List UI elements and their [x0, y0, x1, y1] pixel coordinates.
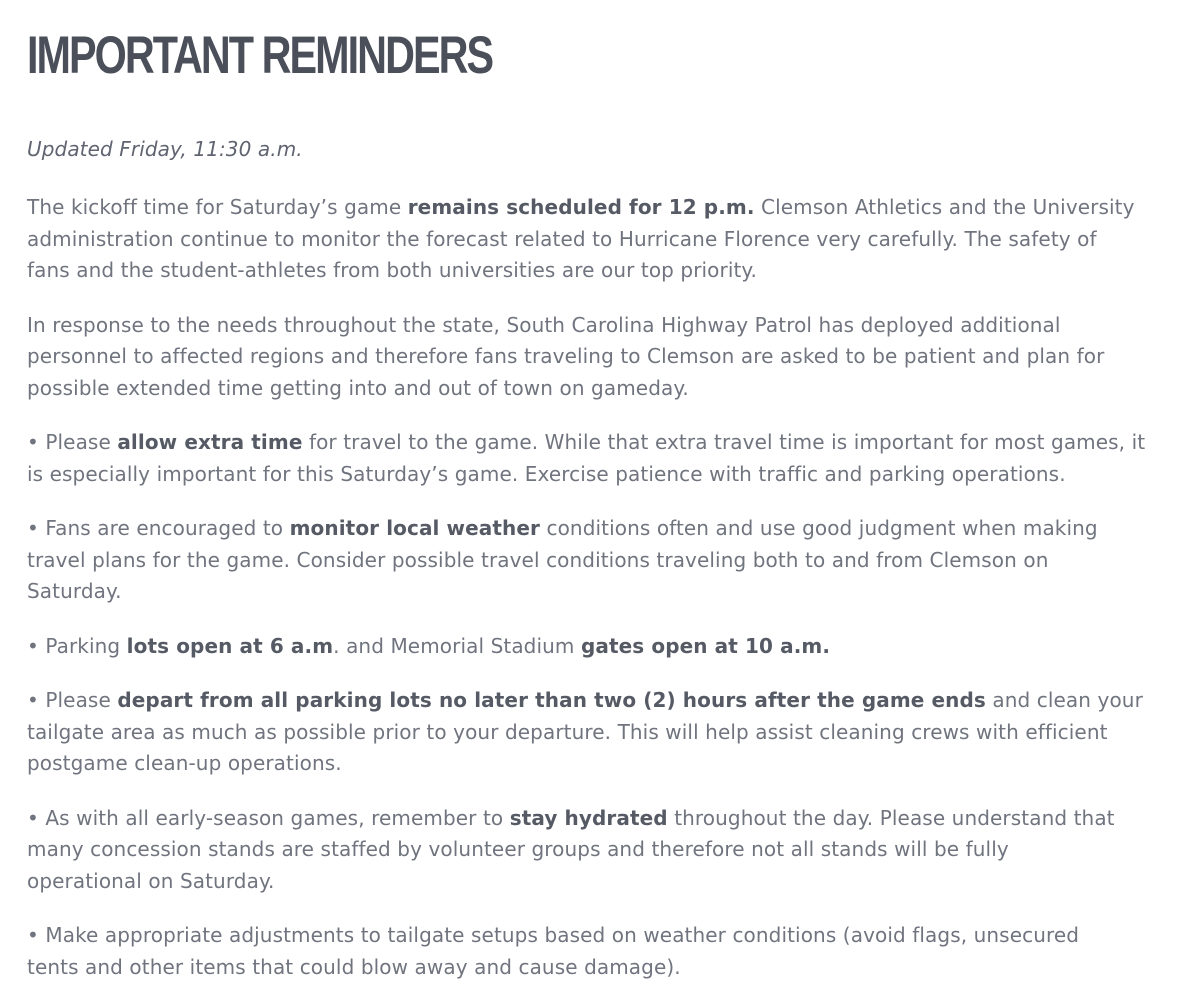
- text-line: [27, 920, 1167, 952]
- emphasis-text: monitor local weather: [289, 516, 541, 540]
- page-title: IMPORTANT REMINDERS: [27, 26, 493, 85]
- body-text: In response to the needs throughout the state, South Carolina Highway Patrol has deployed additional: [27, 312, 1061, 337]
- bullet-monitor-weather: [27, 513, 1167, 608]
- bullet-depart-parking: [27, 685, 1167, 780]
- body-text: tents and other items that could blow away and cause damage).: [27, 954, 681, 979]
- updated-timestamp: Updated Friday, 11:30 a.m.: [27, 137, 303, 161]
- body-text: possible extended time getting into and out of town on gameday.: [27, 375, 689, 400]
- body-text: The kickoff time for Saturday’s game: [27, 195, 408, 219]
- text-line: [27, 717, 1167, 749]
- body-text: • Parking: [27, 633, 127, 658]
- body-text: many concession stands are staffed by volunteer groups and therefore not all stands will be fully: [27, 837, 1009, 861]
- article: [27, 0, 1167, 983]
- body-text: • Please: [27, 430, 118, 454]
- emphasis-text: remains scheduled for 12 p.m.: [407, 195, 755, 219]
- body-text: administration continue to monitor the forecast related to Hurricane Florence very carefully. The safety of: [27, 226, 1097, 251]
- body-text: travel plans for the game. Consider possible travel conditions traveling both to and from Clemson on: [27, 547, 1049, 572]
- bullet-tailgate-adjustments: [27, 920, 1167, 983]
- text-line: [27, 459, 1167, 491]
- text-line: [27, 310, 1167, 342]
- bullet-extra-time: [27, 427, 1167, 490]
- body-text: conditions often and use good judgment when making: [540, 516, 1098, 540]
- text-line: [27, 576, 1167, 608]
- emphasis-text: depart from all parking lots no later than two (2) hours after the game ends: [117, 688, 986, 712]
- emphasis-text: stay hydrated: [509, 805, 668, 830]
- highway-patrol-paragraph: [27, 310, 1167, 405]
- text-line: [27, 373, 1167, 405]
- body-text: and clean your: [985, 688, 1143, 712]
- text-line: [27, 341, 1167, 373]
- body-text: • Fans are encouraged to: [27, 516, 290, 540]
- kickoff-paragraph: [27, 192, 1167, 287]
- body-text: • Make appropriate adjustments to tailgate setups based on weather conditions (avoid flags, unsecured: [27, 923, 1080, 947]
- body-text: Clemson Athletics and the University: [754, 195, 1135, 219]
- emphasis-text: gates open at 10 a.m.: [580, 633, 831, 658]
- body-text: postgame clean-up operations.: [27, 751, 342, 775]
- text-line: [27, 545, 1167, 577]
- text-line: [27, 513, 1167, 545]
- body-text: for travel to the game. While that extra travel time is important for most games, it: [302, 430, 1146, 454]
- text-line: [27, 427, 1167, 459]
- body-text: throughout the day. Please understand that: [667, 805, 1115, 830]
- text-line: [27, 192, 1167, 224]
- text-line: [27, 952, 1167, 984]
- emphasis-text: lots open at 6 a.m: [126, 633, 334, 658]
- body-text: • As with all early-season games, remember to: [27, 805, 510, 830]
- body-text: is especially important for this Saturday’s game. Exercise patience with traffic and parking operations.: [27, 461, 1066, 486]
- text-line: [27, 748, 1167, 780]
- body-text: • Please: [27, 688, 118, 712]
- text-line: [27, 255, 1167, 287]
- text-line: [27, 866, 1167, 898]
- body-text: personnel to affected regions and therefore fans traveling to Clemson are asked to be patient and plan for: [27, 344, 1105, 368]
- text-line: [27, 803, 1167, 835]
- emphasis-text: allow extra time: [117, 430, 303, 454]
- text-line: [27, 685, 1167, 717]
- body-text: operational on Saturday.: [27, 868, 275, 893]
- body-text: Saturday.: [27, 579, 122, 603]
- text-line: [27, 834, 1167, 866]
- text-line: [27, 224, 1167, 256]
- body-text: fans and the student-athletes from both universities are our top priority.: [27, 258, 757, 282]
- body-text: tailgate area as much as possible prior to your departure. This will help assist cleaning crews with efficient: [27, 719, 1108, 744]
- body-text: . and Memorial Stadium: [333, 633, 581, 658]
- bullet-stay-hydrated: [27, 803, 1167, 898]
- text-line: [27, 631, 1167, 663]
- bullet-parking-gates: [27, 631, 1167, 663]
